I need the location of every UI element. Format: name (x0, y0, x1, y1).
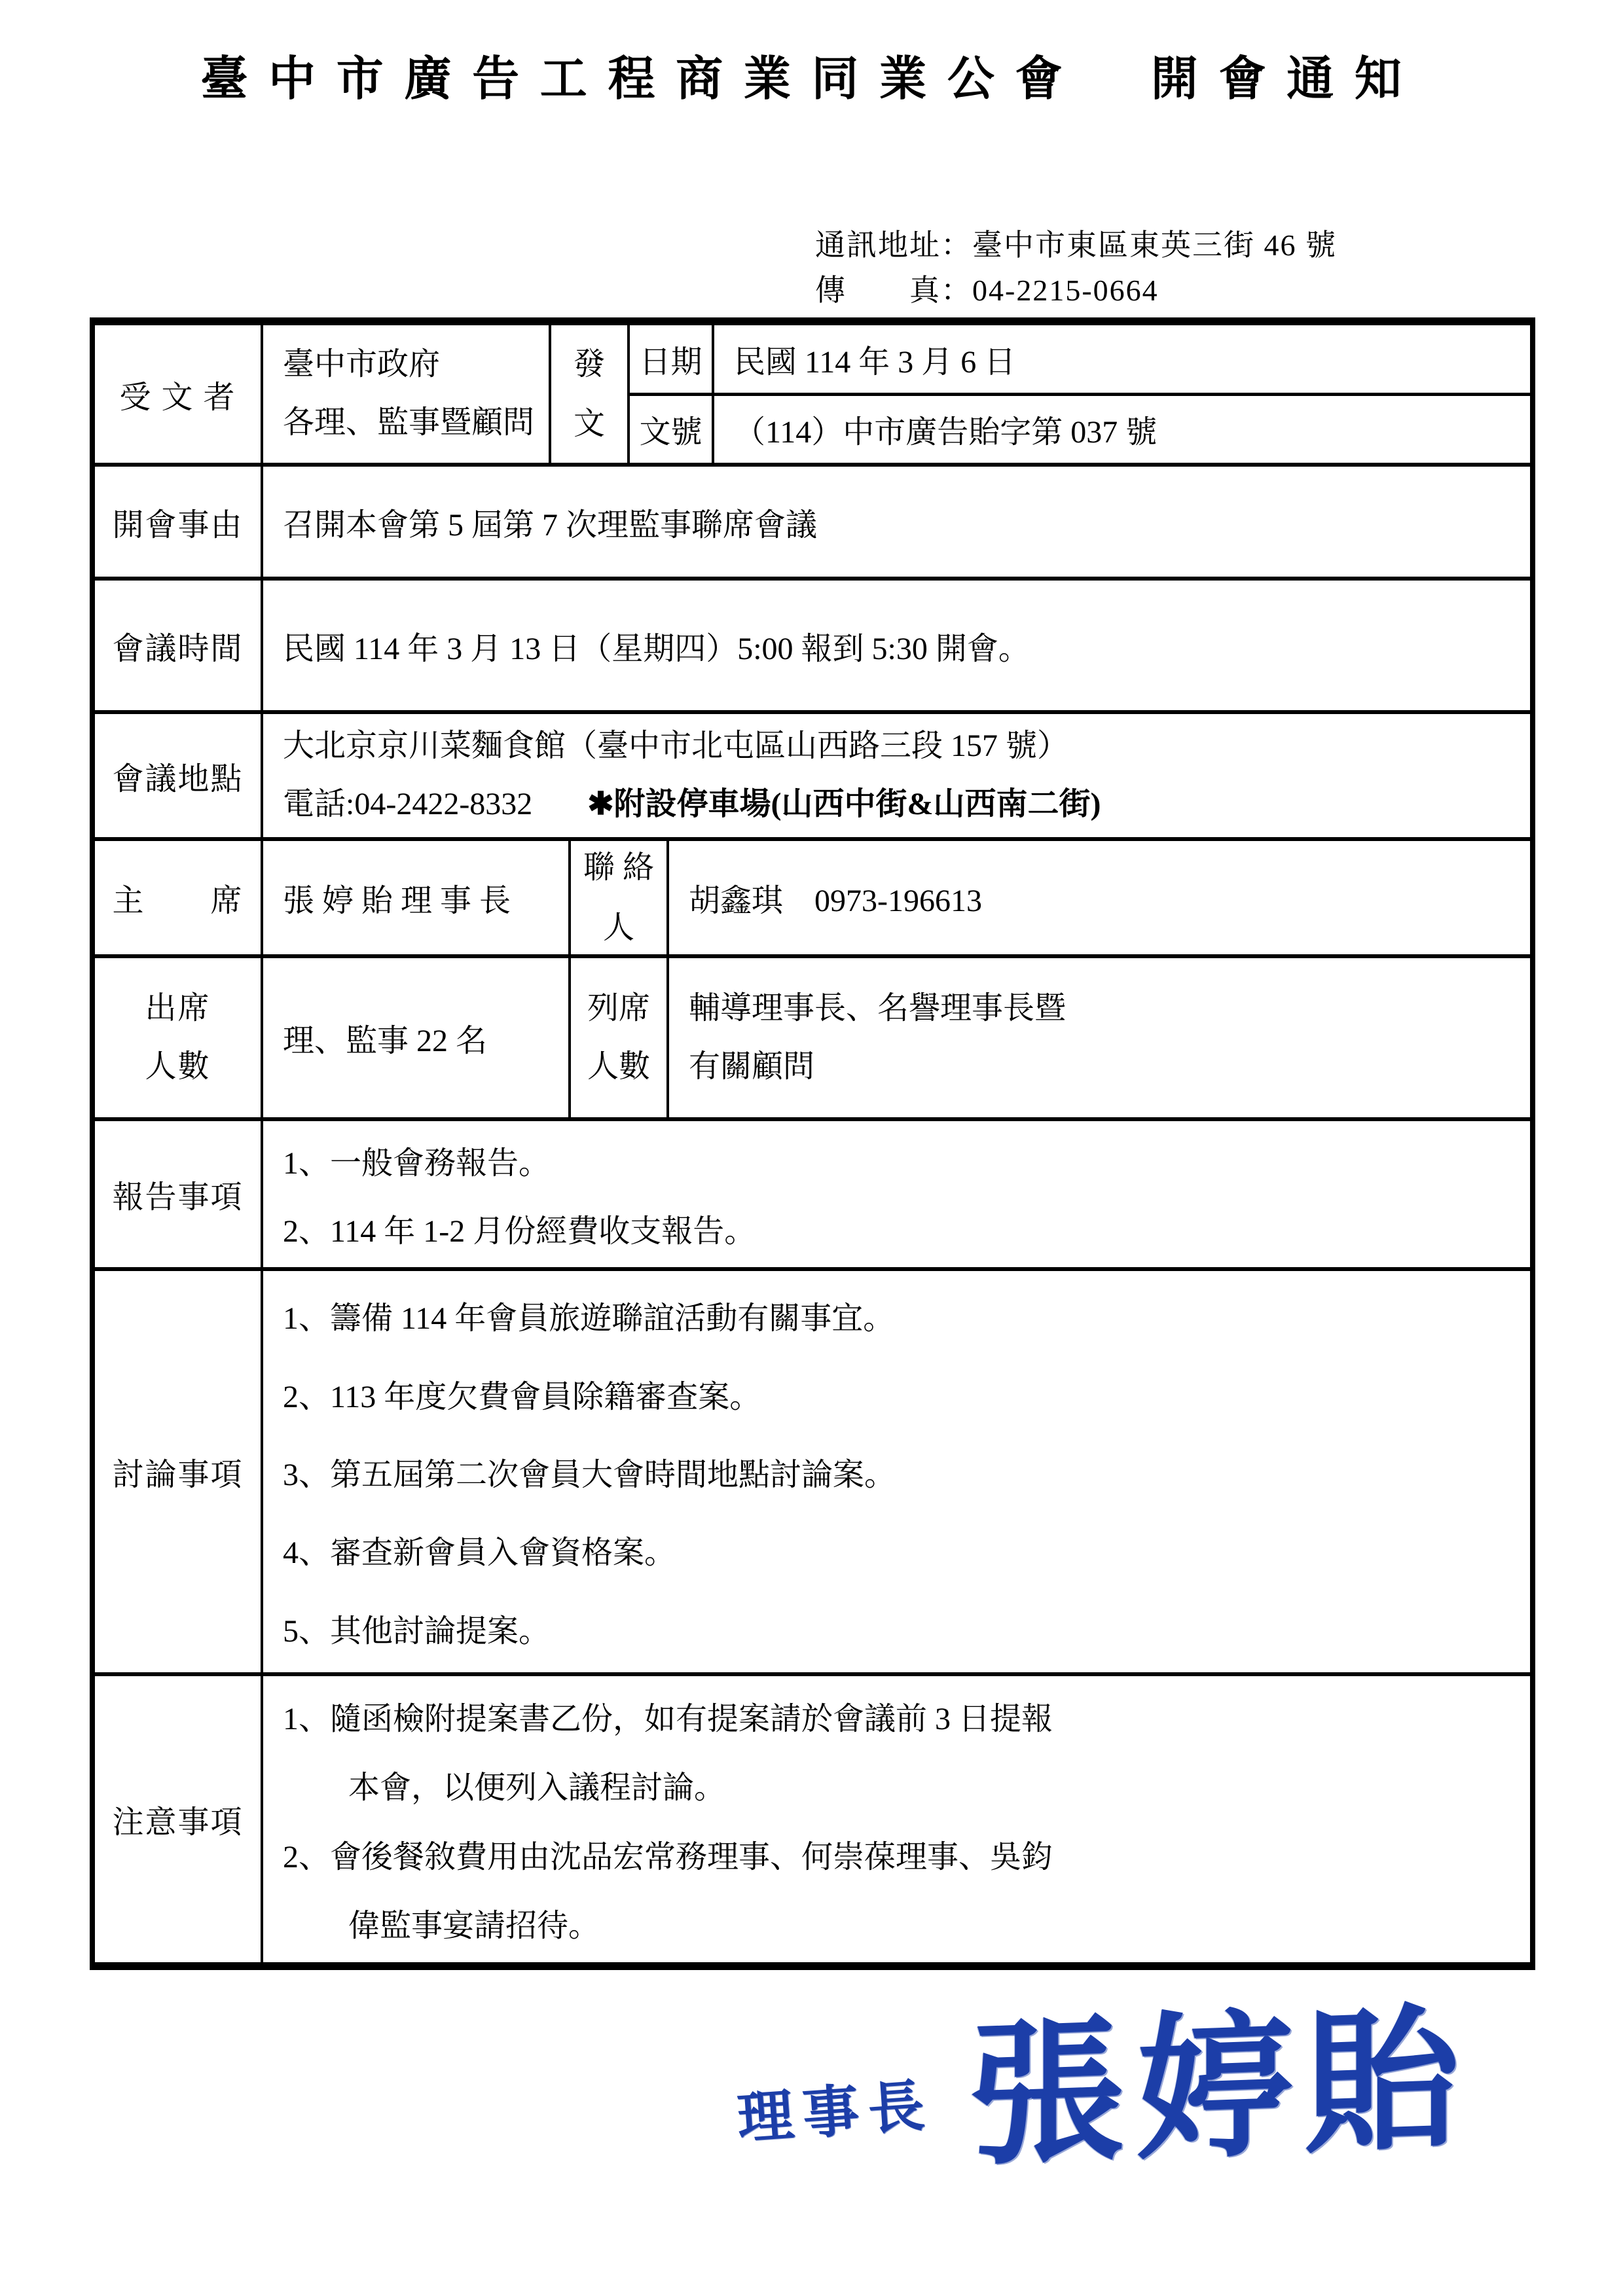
signature-title: 理事長 (735, 2073, 936, 2151)
subject-label: 開會事由 (112, 507, 244, 543)
contact-block (815, 223, 1337, 313)
meeting-location-line2 (283, 776, 1530, 834)
dispatch-date-label: 日期 (639, 344, 702, 380)
recipient-label: 受 文 者 (119, 380, 236, 415)
meeting-location-line1: 大北京京川菜麵食館（臺中市北屯區山西路三段 157 號） (283, 728, 1069, 764)
observer-label-line2: 人數 (587, 1049, 650, 1084)
row-meeting-location (95, 710, 1530, 837)
report-label: 報告事項 (112, 1180, 244, 1215)
discussion-item: 2、113 年度欠費會員除籍審查案。 (283, 1379, 761, 1414)
discussion-item: 5、其他討論提案。 (283, 1613, 551, 1649)
meeting-notice-table (90, 317, 1535, 1970)
attendance-label-line2: 人數 (145, 1049, 211, 1084)
meeting-location-value (261, 714, 1530, 837)
dispatch-date-value: 民國 114 年 3 月 6 日 (712, 325, 1530, 393)
notice-item-2-line-1: 2、會後餐敘費用由沈品宏常務理事、何崇葆理事、吳鈞 (283, 1839, 1053, 1874)
discussion-items (261, 1271, 1530, 1672)
notice-label: 注意事項 (112, 1805, 244, 1840)
dispatch-label-char1: 發 (573, 346, 605, 382)
meeting-time-label: 會議時間 (112, 631, 244, 666)
recipient-value-line1: 臺中市政府 (283, 347, 441, 382)
attendance-value: 理、監事 22 名 (261, 958, 568, 1117)
notice-item-2-line-2: 偉監事宴請招待。 (348, 1908, 600, 1943)
meeting-location-parking: ✱附設停車場(山西中街&山西南二街) (587, 787, 1101, 821)
chair-value: 張 婷 貽 理 事 長 (261, 841, 568, 954)
dispatch-number-value: （114）中市廣告貽字第 037 號 (712, 396, 1530, 463)
recipient-value (261, 325, 549, 463)
row-meeting-time (95, 577, 1530, 710)
subject-value: 召開本會第 5 屆第 7 次理監事聯席會議 (261, 467, 1530, 577)
observer-value-line1: 輔導理事長、名譽理事長暨 (689, 990, 1067, 1026)
discussion-item: 1、籌備 114 年會員旅遊聯誼活動有關事宜。 (283, 1301, 895, 1336)
row-notice (95, 1672, 1530, 1962)
dispatch-date-row (630, 325, 1530, 393)
dispatch-info (627, 325, 1530, 463)
contact-person-label-line1: 聯 絡 (583, 850, 654, 886)
recipient-value-line2: 各理、監事暨顧問 (283, 405, 535, 440)
contact-person-label-line2: 人 (602, 910, 634, 945)
notice-item-1-line-1: 1、隨函檢附提案書乙份，如有提案請於會議前 3 日提報 (283, 1702, 1053, 1737)
chair-label: 主 席 (112, 884, 244, 918)
discussion-item: 4、審查新會員入會資格案。 (283, 1535, 676, 1571)
attendance-label (95, 958, 261, 1117)
contact-person-value: 胡鑫琪 0973-196613 (666, 841, 1530, 954)
row-subject (95, 463, 1530, 577)
contact-person-label (568, 841, 666, 954)
contact-address: 通訊地址：臺中市東區東英三街 46 號 (815, 228, 1337, 262)
dispatch-number-row (630, 393, 1530, 463)
observer-value-line2: 有關顧問 (689, 1049, 815, 1084)
page-title: 臺中市廣告工程商業同業公會 開會通知 (200, 53, 1423, 105)
observer-label-line1: 列席 (587, 990, 650, 1026)
report-items (261, 1121, 1530, 1267)
dispatch-label-char2: 文 (573, 406, 605, 441)
meeting-location-phone: 電話:04-2422-8332 (283, 787, 533, 821)
row-chair (95, 837, 1530, 954)
dispatch-number-label: 文號 (639, 415, 702, 450)
meeting-location-label: 會議地點 (112, 761, 244, 797)
dispatch-label (549, 325, 627, 463)
attendance-label-line1: 出席 (145, 990, 211, 1026)
chairman-signature (734, 1994, 1474, 2185)
row-report (95, 1117, 1530, 1267)
row-recipient (95, 325, 1530, 463)
contact-fax: 傳 真：04-2215-0664 (815, 274, 1159, 307)
discussion-label: 討論事項 (112, 1458, 244, 1492)
row-discussion (95, 1267, 1530, 1672)
report-item: 1、一般會務報告。 (283, 1146, 551, 1181)
observer-value (666, 958, 1530, 1117)
notice-item-1-line-2: 本會，以便列入議程討論。 (348, 1770, 726, 1806)
row-attendance (95, 954, 1530, 1117)
signature-name: 張婷貽 (969, 1994, 1472, 2185)
discussion-item: 3、第五屆第二次會員大會時間地點討論案。 (283, 1457, 896, 1492)
report-item: 2、114 年 1-2 月份經費收支報告。 (283, 1213, 756, 1249)
meeting-time-value: 民國 114 年 3 月 13 日（星期四）5:00 報到 5:30 開會。 (261, 581, 1530, 710)
notice-items (261, 1676, 1530, 1962)
observer-label (568, 958, 666, 1117)
